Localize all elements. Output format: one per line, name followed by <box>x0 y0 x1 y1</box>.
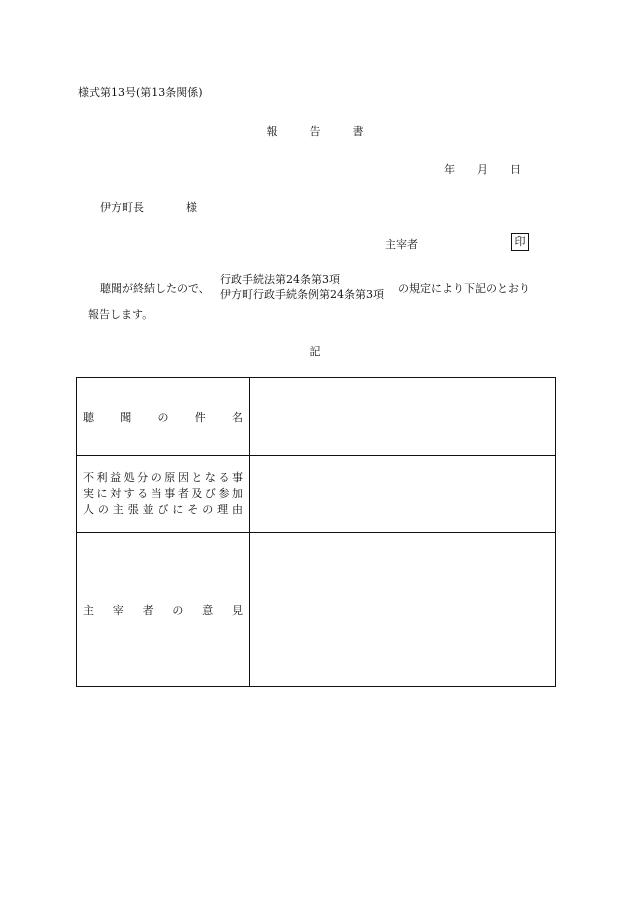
label-char: 聴 <box>83 410 94 424</box>
hearing-subject-field[interactable] <box>250 378 556 456</box>
table-row <box>77 378 556 456</box>
document-title <box>0 123 630 139</box>
title-char: 書 <box>352 125 364 138</box>
title-char: 告 <box>309 125 321 138</box>
body-text-line2: 報告します。 <box>88 308 154 321</box>
body-text-end: の規定により下記のとおり <box>398 282 530 295</box>
presider-opinion-field[interactable] <box>250 533 556 687</box>
label-char: の <box>172 603 184 617</box>
label-line: 不利益処分の原因となる事 <box>83 471 243 484</box>
addressee <box>100 199 197 215</box>
ki-heading: 記 <box>309 345 321 358</box>
row-label-claims <box>77 456 250 533</box>
table-row <box>77 533 556 687</box>
date-month: 月 <box>477 163 488 176</box>
label-char: 聞 <box>120 410 132 424</box>
label-char: 宰 <box>112 603 124 617</box>
addressee-honorific: 様 <box>186 201 197 214</box>
report-table <box>76 377 556 687</box>
body-text-start: 聴聞が終結したので、 <box>100 282 210 295</box>
date-year: 年 <box>444 163 455 176</box>
law-option: 行政手続法第24条第3項 <box>220 273 340 286</box>
form-number: 様式第13号(第13条関係) <box>78 86 203 99</box>
date-day: 日 <box>510 163 521 176</box>
seal-mark: 印 <box>511 233 529 251</box>
addressee-name: 伊方町長 <box>100 201 144 214</box>
row-label-hearing-subject <box>77 378 250 456</box>
row-label-presider-opinion <box>77 533 250 687</box>
title-char: 報 <box>266 125 278 138</box>
label-char: の <box>157 410 169 424</box>
date-line <box>444 161 521 177</box>
presider-label: 主宰者 <box>385 238 418 251</box>
table-row <box>77 456 556 533</box>
law-options <box>220 272 384 302</box>
label-line: 実に対する当事者及び参加 <box>83 487 243 500</box>
label-line: 人の主張並びにその理由 <box>83 503 243 516</box>
law-option: 伊方町行政手続条例第24条第3項 <box>220 288 384 301</box>
label-char: 見 <box>231 603 243 617</box>
label-char: 名 <box>232 410 243 424</box>
label-char: 者 <box>142 603 154 617</box>
label-char: 件 <box>194 410 206 424</box>
label-char: 意 <box>202 603 214 617</box>
label-char: 主 <box>83 603 94 617</box>
claims-field[interactable] <box>250 456 556 533</box>
